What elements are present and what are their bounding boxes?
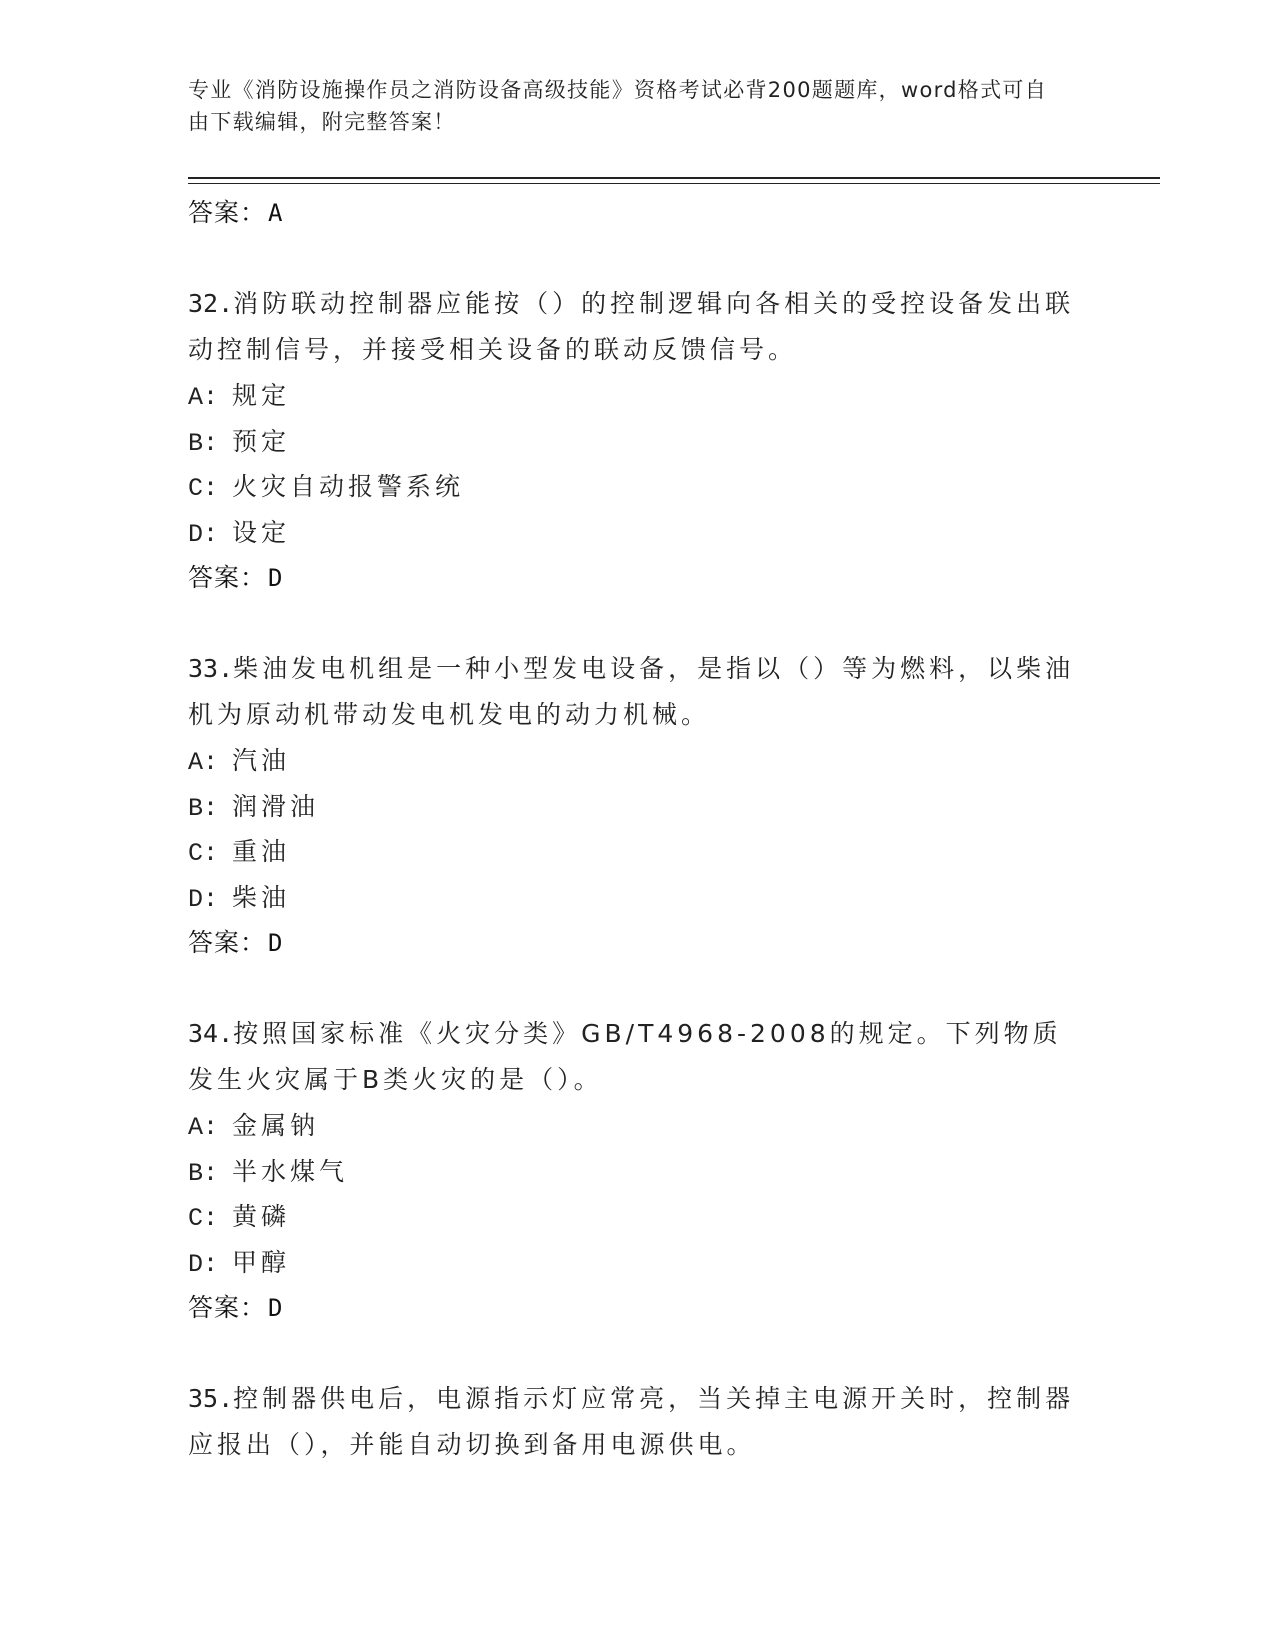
option-c: [188, 829, 1088, 875]
question-number: 32.: [188, 289, 234, 318]
option-text: 黄磷: [232, 1202, 291, 1231]
option-b: [188, 419, 1088, 465]
option-letter: A:: [188, 383, 219, 412]
question-stem: 按照国家标准《火灾分类》GB/T4968-2008的规定。下列物质发生火灾属于B类火灾的是（）。: [188, 1019, 1062, 1094]
option-letter: B:: [188, 1158, 219, 1188]
option-d: [188, 875, 1088, 921]
option-text: 汽油: [232, 746, 291, 775]
option-b: [188, 1149, 1088, 1195]
answer-value: D: [268, 929, 284, 957]
answer-value: D: [268, 564, 284, 592]
option-letter: C:: [188, 839, 219, 868]
answer-line: [188, 190, 1088, 236]
option-letter: A:: [188, 1113, 219, 1142]
option-text: 金属钠: [232, 1111, 320, 1140]
option-letter: B:: [188, 428, 219, 458]
answer-label: 答案：: [188, 928, 267, 957]
option-text: 规定: [232, 381, 291, 410]
question-number: 35.: [188, 1384, 234, 1413]
option-letter: C:: [188, 474, 219, 503]
option-letter: D:: [188, 519, 219, 549]
answer-value: D: [268, 1294, 284, 1322]
page-header: 专业《消防设施操作员之消防设备高级技能》资格考试必背200题题库，word格式可自由下载编辑，附完整答案！: [188, 78, 1047, 134]
answer-label: 答案：: [188, 563, 267, 592]
option-d: [188, 1240, 1088, 1286]
answer-label: 答案：: [188, 1293, 267, 1322]
option-text: 甲醇: [232, 1247, 291, 1277]
header-divider-thin: [188, 183, 1160, 184]
option-letter: D:: [188, 884, 219, 914]
option-text: 半水煤气: [232, 1156, 349, 1186]
option-c: [188, 1194, 1088, 1240]
option-text: 预定: [232, 426, 291, 456]
option-text: 设定: [232, 517, 291, 547]
question-text: [188, 1376, 1088, 1468]
option-text: 润滑油: [232, 791, 320, 821]
option-letter: A:: [188, 748, 219, 777]
question-stem: 消防联动控制器应能按（）的控制逻辑向各相关的受控设备发出联动控制信号，并接受相关设备的联动反馈信号。: [188, 289, 1075, 364]
answer-line: [188, 555, 1088, 601]
option-c: [188, 464, 1088, 510]
question-text: [188, 646, 1088, 738]
option-letter: B:: [188, 793, 219, 823]
question-number: 33.: [188, 654, 234, 683]
question-stem: 柴油发电机组是一种小型发电设备，是指以（）等为燃料，以柴油机为原动机带动发电机发电的动力机械。: [188, 654, 1075, 729]
header-divider-thick: [188, 177, 1160, 179]
option-d: [188, 510, 1088, 556]
answer-label: 答案：: [188, 198, 267, 227]
answer-value: A: [268, 199, 284, 227]
option-letter: C:: [188, 1204, 219, 1233]
question-list: [188, 190, 1088, 1468]
question-text: [188, 281, 1088, 373]
question-stem: 控制器供电后，电源指示灯应常亮，当关掉主电源开关时，控制器应报出（），并能自动切换到备用电源供电。: [188, 1384, 1075, 1459]
option-b: [188, 784, 1088, 830]
option-text: 火灾自动报警系统: [232, 472, 465, 501]
answer-line: [188, 1285, 1088, 1331]
option-text: 重油: [232, 837, 291, 866]
option-a: [188, 738, 1088, 784]
option-a: [188, 1103, 1088, 1149]
answer-line: [188, 920, 1088, 966]
option-text: 柴油: [232, 882, 291, 912]
option-letter: D:: [188, 1249, 219, 1279]
question-number: 34.: [188, 1019, 234, 1048]
option-a: [188, 373, 1088, 419]
question-text: [188, 1011, 1088, 1103]
